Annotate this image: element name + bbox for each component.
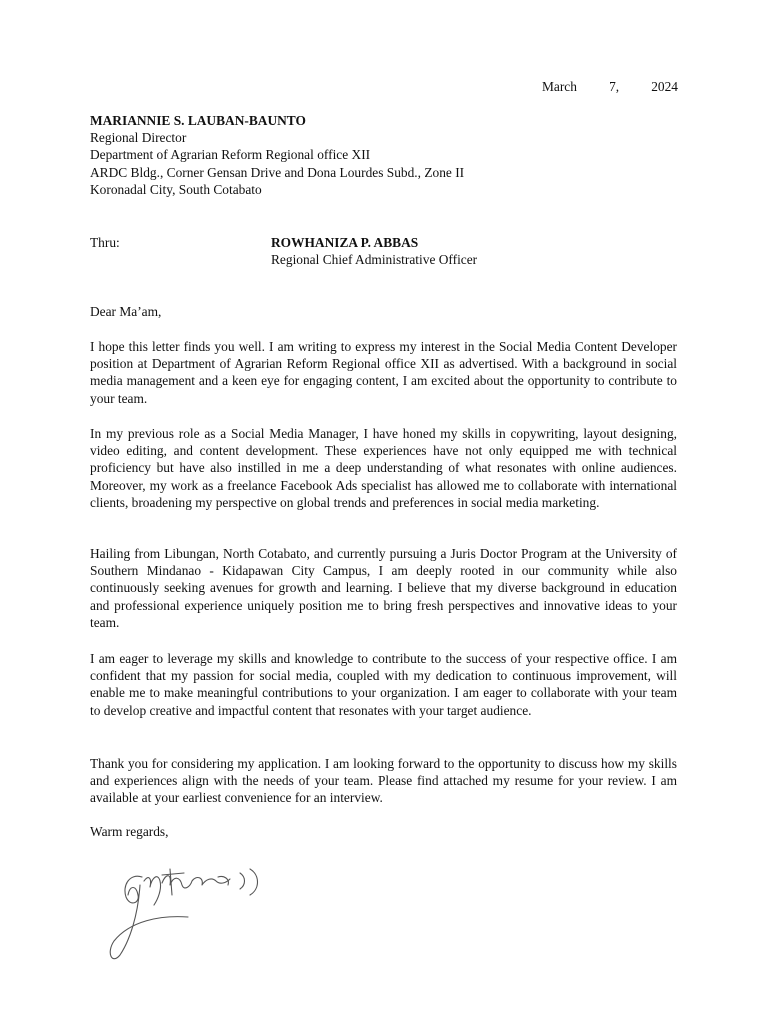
body-paragraph-1: I hope this letter finds you well. I am writing to express my interest in the Social Media Content Developer position at Department of Agrarian Reform Regional office XII as advertised. With a background in social media management and a keen eye for engaging content, I am excited about the opportunity to contribute to your team. (90, 339, 677, 406)
recipient-name: MARIANNIE S. LAUBAN-BAUNTO (90, 113, 306, 128)
thru-block (271, 234, 477, 268)
recipient-office: Department of Agrarian Reform Regional office XII (90, 147, 371, 163)
recipient-address-line1: ARDC Bldg., Corner Gensan Drive and Dona Lourdes Subd., Zone II (90, 164, 465, 180)
body-paragraph-5: Thank you for considering my application. I am looking forward to the opportunity to discuss how my skills and experiences align with the needs of your team. Please find attached my resume for your review. I am available at your earliest convenience for an interview. (90, 756, 677, 806)
recipient-block (90, 112, 464, 198)
date-day: 7, (609, 79, 620, 94)
body-paragraph-2: In my previous role as a Social Media Manager, I have honed my skills in copywriting, layout designing, video editing, and content development. These experiences have not only equipped me with technical proficiency but have also instilled in me a deep understanding of what resonates with online audiences. Moreover, my work as a freelance Facebook Ads specialist has allowed me to collaborate with international clients, broadening my perspective on global trends and preferences in social media marketing. (90, 426, 677, 510)
letter-date (542, 78, 678, 95)
body-paragraph-3: Hailing from Libungan, North Cotabato, and currently pursuing a Juris Doctor Program at the University of Southern Mindanao - Kidapawan City Campus, I am deeply rooted in our community while also continuously seeking avenues for growth and learning. I believe that my diverse background in education and professional experience uniquely position me to bring fresh perspectives and innovative ideas to your team. (90, 546, 677, 630)
recipient-title: Regional Director (90, 130, 187, 146)
recipient-address-line2: Koronadal City, South Cotabato (90, 181, 262, 197)
thru-title: Regional Chief Administrative Officer (271, 252, 478, 268)
body-paragraph-4: I am eager to leverage my skills and knowledge to contribute to the success of your respective office. I am confident that my passion for social media, coupled with my dedication to continuous improvement, will enable me to make meaningful contributions to your organization. I am eager to collaborate with your team to develop creative and impactful content that resonates with your target audience. (90, 651, 677, 718)
date-month: March (542, 79, 577, 94)
handwritten-signature-icon (100, 855, 280, 965)
salutation: Dear Ma’am, (90, 304, 162, 319)
thru-name: ROWHANIZA P. ABBAS (271, 235, 419, 250)
thru-label: Thru: (90, 235, 120, 250)
closing: Warm regards, (90, 824, 169, 839)
date-year: 2024 (651, 79, 678, 94)
